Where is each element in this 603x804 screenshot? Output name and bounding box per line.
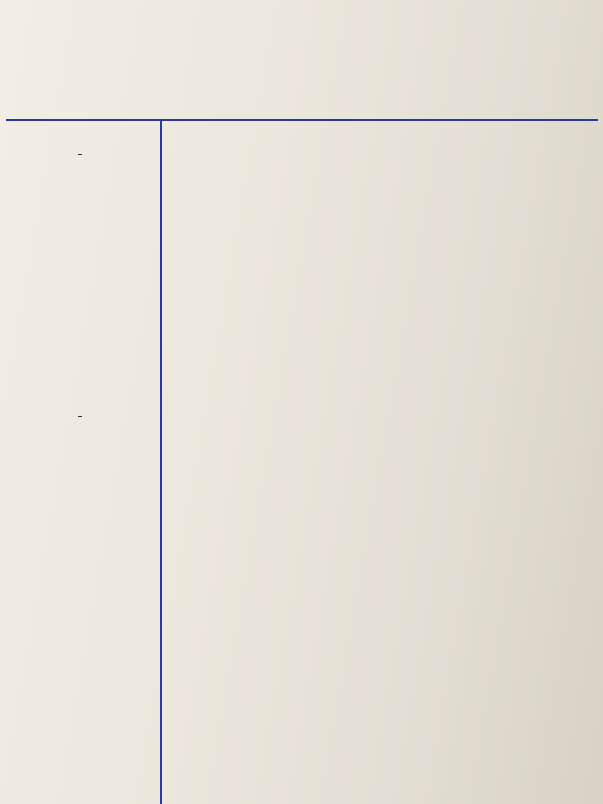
chairman-heading [0,406,160,416]
patrons-heading [0,144,160,154]
header-divider [6,119,598,121]
sidebar-divider [160,120,162,804]
